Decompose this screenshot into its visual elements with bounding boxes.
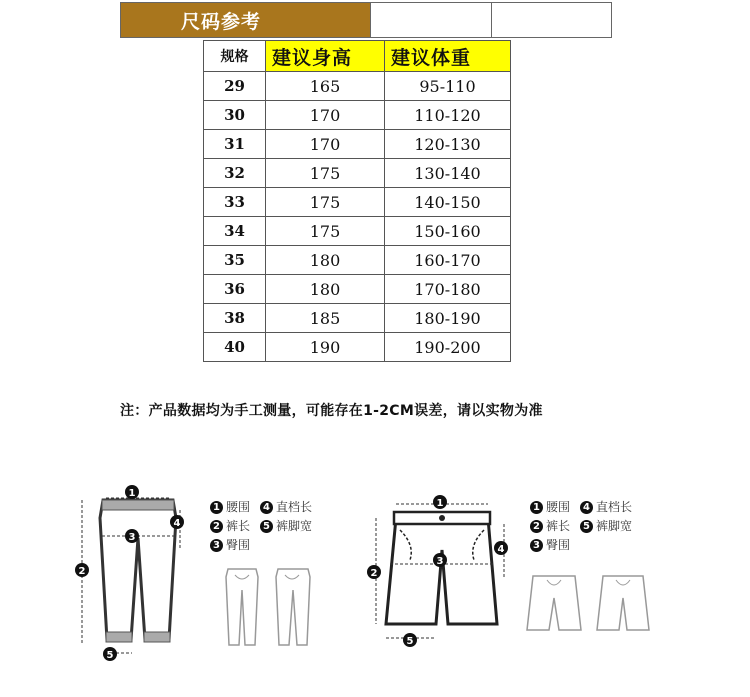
- marker-2: [75, 563, 89, 577]
- weight-cell: 190-200: [385, 333, 511, 362]
- legend-badge-2: 2: [530, 520, 543, 533]
- table-header-row: [204, 41, 511, 72]
- size-table: [203, 40, 511, 362]
- weight-cell: 180-190: [385, 304, 511, 333]
- svg-text:5: 5: [406, 636, 414, 647]
- weight-cell: 160-170: [385, 246, 511, 275]
- svg-text:3: 3: [436, 556, 444, 567]
- size-cell: 33: [204, 188, 266, 217]
- legend-length: 裤长: [546, 519, 571, 533]
- height-cell: 180: [266, 246, 385, 275]
- marker-4: [494, 541, 508, 555]
- height-cell: 175: [266, 159, 385, 188]
- height-cell: 170: [266, 101, 385, 130]
- size-cell: 34: [204, 217, 266, 246]
- marker-5: [403, 633, 417, 647]
- legend-hem: 裤脚宽: [596, 519, 633, 533]
- size-cell: 32: [204, 159, 266, 188]
- height-cell: 175: [266, 188, 385, 217]
- header-blank-cell: [492, 3, 612, 37]
- pants-back-thumbnail: [276, 569, 310, 645]
- svg-text:2: 2: [78, 566, 86, 577]
- weight-cell: 150-160: [385, 217, 511, 246]
- marker-4: [170, 515, 184, 529]
- column-header-weight: 建议体重: [385, 41, 511, 72]
- weight-cell: 130-140: [385, 159, 511, 188]
- weight-cell: 120-130: [385, 130, 511, 159]
- legend-length: 裤长: [226, 519, 251, 533]
- shorts-diagram: [360, 490, 520, 660]
- legend-badge-2: 2: [210, 520, 223, 533]
- table-row: [204, 275, 511, 304]
- legend-badge-3: 3: [530, 539, 543, 552]
- legend-badge-5: 5: [260, 520, 273, 533]
- height-cell: 165: [266, 72, 385, 101]
- pants-legend: [210, 498, 312, 555]
- table-row: [204, 72, 511, 101]
- long-pants-outline: [100, 500, 176, 640]
- legend-rise: 直档长: [276, 500, 313, 514]
- legend-badge-3: 3: [210, 539, 223, 552]
- legend-waist: 腰围: [546, 500, 571, 514]
- weight-cell: 170-180: [385, 275, 511, 304]
- svg-text:4: 4: [173, 518, 181, 529]
- svg-text:5: 5: [106, 650, 114, 661]
- shorts-legend: [530, 498, 632, 555]
- size-cell: 40: [204, 333, 266, 362]
- column-header-spec: 规格: [204, 41, 266, 72]
- shorts-front-thumbnail: [527, 576, 581, 630]
- legend-badge-4: 4: [260, 501, 273, 514]
- weight-cell: 110-120: [385, 101, 511, 130]
- size-cell: 29: [204, 72, 266, 101]
- table-row: [204, 217, 511, 246]
- weight-cell: 140-150: [385, 188, 511, 217]
- pants-thumbnails: [222, 565, 322, 650]
- legend-rise: 直档长: [596, 500, 633, 514]
- shorts-back-thumbnail: [597, 576, 649, 630]
- height-cell: 180: [266, 275, 385, 304]
- svg-text:1: 1: [128, 488, 136, 499]
- svg-text:4: 4: [497, 544, 505, 555]
- legend-hip: 臀围: [226, 538, 251, 552]
- marker-5: [103, 647, 117, 661]
- marker-2: [367, 565, 381, 579]
- svg-text:3: 3: [128, 532, 136, 543]
- shorts-thumbnails: [525, 570, 655, 640]
- size-cell: 30: [204, 101, 266, 130]
- marker-3: [125, 529, 139, 543]
- weight-cell: 95-110: [385, 72, 511, 101]
- marker-3: [433, 553, 447, 567]
- header-blank-cell: [371, 3, 492, 37]
- long-pants-diagram: [70, 478, 200, 668]
- pants-front-thumbnail: [226, 569, 258, 645]
- height-cell: 170: [266, 130, 385, 159]
- height-cell: 190: [266, 333, 385, 362]
- legend-waist: 腰围: [226, 500, 251, 514]
- marker-1: [125, 485, 139, 499]
- pants-right-cuff: [144, 632, 170, 642]
- table-row: [204, 333, 511, 362]
- size-header: [120, 2, 612, 38]
- size-title: 尺码参考: [121, 3, 371, 37]
- svg-text:2: 2: [370, 568, 378, 579]
- svg-text:1: 1: [436, 498, 444, 509]
- table-row: [204, 159, 511, 188]
- column-header-height: 建议身高: [266, 41, 385, 72]
- table-row: [204, 188, 511, 217]
- size-cell: 36: [204, 275, 266, 304]
- table-row: [204, 246, 511, 275]
- legend-hip: 臀围: [546, 538, 571, 552]
- size-cell: 38: [204, 304, 266, 333]
- pants-waistband: [102, 500, 174, 510]
- legend-badge-5: 5: [580, 520, 593, 533]
- pants-left-cuff: [106, 632, 132, 642]
- table-row: [204, 101, 511, 130]
- table-row: [204, 130, 511, 159]
- size-cell: 35: [204, 246, 266, 275]
- height-cell: 185: [266, 304, 385, 333]
- height-cell: 175: [266, 217, 385, 246]
- marker-1: [433, 495, 447, 509]
- table-row: [204, 304, 511, 333]
- legend-badge-4: 4: [580, 501, 593, 514]
- measurement-note: 注：产品数据均为手工测量，可能存在1-2CM误差，请以实物为准: [120, 403, 543, 419]
- legend-badge-1: 1: [210, 501, 223, 514]
- legend-badge-1: 1: [530, 501, 543, 514]
- size-cell: 31: [204, 130, 266, 159]
- legend-hem: 裤脚宽: [276, 519, 313, 533]
